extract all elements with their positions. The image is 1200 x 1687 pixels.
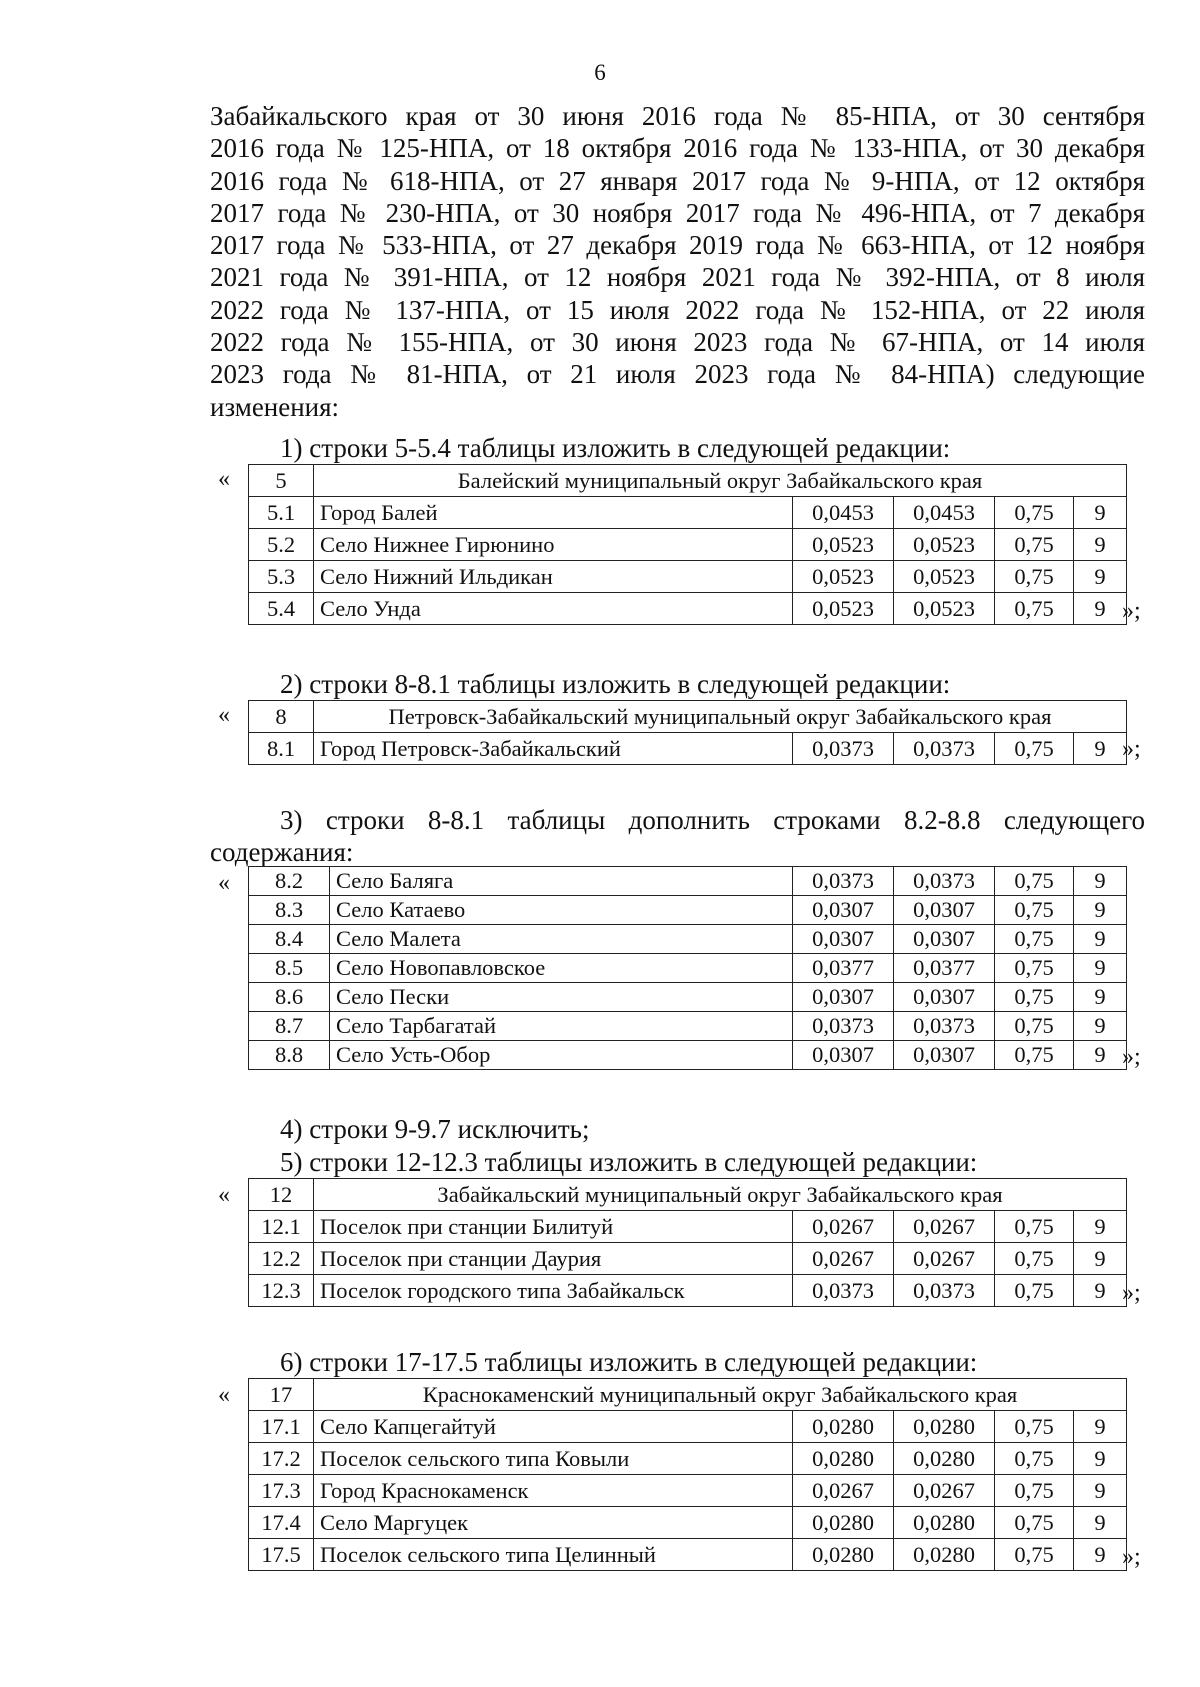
table-cell-value: 0,0307 <box>793 896 894 925</box>
table-row <box>249 1411 1127 1443</box>
table-header-row <box>249 1379 1127 1411</box>
table-cell-num: 12.1 <box>249 1211 314 1243</box>
table-cell-value: 0,0280 <box>894 1411 995 1443</box>
table-cell-num: 8.4 <box>249 925 330 954</box>
table-cell-num: 5.2 <box>249 529 314 561</box>
table-row <box>249 954 1127 983</box>
table-row <box>249 593 1127 625</box>
table-cell-value: 9 <box>1074 1041 1127 1070</box>
table-cell-num: 17 <box>249 1379 314 1411</box>
table-cell-value: 9 <box>1074 1411 1127 1443</box>
quote-close: »; <box>1122 736 1141 762</box>
table-row <box>249 561 1127 593</box>
table-cell-name: Село Пески <box>330 983 793 1012</box>
table-cell-value: 0,0280 <box>894 1507 995 1539</box>
table-cell-name: Село Тарбагатай <box>330 1012 793 1041</box>
table-cell-num: 17.1 <box>249 1411 314 1443</box>
table-row <box>249 1012 1127 1041</box>
table-cell-num: 8.6 <box>249 983 330 1012</box>
table-cell-title: Петровск-Забайкальский муниципальный округ Забайкальского края <box>314 701 1127 733</box>
table-cell-value: 9 <box>1074 529 1127 561</box>
table-cell-value: 0,0267 <box>894 1475 995 1507</box>
table-cell-name: Город Балей <box>314 497 793 529</box>
table-cell-value: 0,0280 <box>793 1539 894 1571</box>
table-cell-value: 9 <box>1074 497 1127 529</box>
table-cell-value: 0,0373 <box>894 733 995 765</box>
table-cell-value: 9 <box>1074 1012 1127 1041</box>
table-cell-value: 0,75 <box>995 1243 1074 1275</box>
section-heading: 6) строки 17-17.5 таблицы изложить в следующей редакции: <box>280 1347 978 1377</box>
table-cell-num: 12 <box>249 1179 314 1211</box>
intro-line: 2017 года № 533-НПА, от 27 декабря 2019 года № 663-НПА, от 12 ноября <box>210 230 1145 261</box>
table-cell-value: 0,75 <box>995 1211 1074 1243</box>
table-cell-name: Село Унда <box>314 593 793 625</box>
table-cell-num: 17.2 <box>249 1443 314 1475</box>
table-cell-value: 0,0267 <box>793 1243 894 1275</box>
table-header-row <box>249 465 1127 497</box>
table-cell-name: Село Нижнее Гирюнино <box>314 529 793 561</box>
quote-close: »; <box>1122 1044 1141 1070</box>
table-cell-value: 0,0373 <box>793 1275 894 1307</box>
table-row <box>249 497 1127 529</box>
table-cell-value: 0,0453 <box>793 497 894 529</box>
table-cell-num: 8 <box>249 701 314 733</box>
table-cell-value: 9 <box>1074 1243 1127 1275</box>
table-cell-num: 17.3 <box>249 1475 314 1507</box>
table-cell-title: Балейский муниципальный округ Забайкальского края <box>314 465 1127 497</box>
table-cell-value: 0,75 <box>995 1275 1074 1307</box>
table-cell-value: 0,0307 <box>894 983 995 1012</box>
table-cell-num: 8.7 <box>249 1012 330 1041</box>
table-cell-value: 0,75 <box>995 561 1074 593</box>
table-cell-value: 0,75 <box>995 497 1074 529</box>
table-cell-value: 0,0280 <box>793 1411 894 1443</box>
table-cell-value: 9 <box>1074 896 1127 925</box>
quote-open: « <box>218 702 230 728</box>
quote-open: « <box>218 870 230 896</box>
table-cell-num: 8.5 <box>249 954 330 983</box>
table-cell-value: 9 <box>1074 1211 1127 1243</box>
table-cell-num: 17.5 <box>249 1539 314 1571</box>
intro-paragraph <box>210 100 1145 423</box>
amend-table-1 <box>248 464 1127 625</box>
table-cell-value: 0,75 <box>995 954 1074 983</box>
table-row <box>249 1443 1127 1475</box>
table-row <box>249 1243 1127 1275</box>
table-cell-num: 5.3 <box>249 561 314 593</box>
table-cell-value: 9 <box>1074 1507 1127 1539</box>
table-cell-value: 0,0280 <box>894 1443 995 1475</box>
table-cell-value: 0,0267 <box>894 1243 995 1275</box>
table-row <box>249 1041 1127 1070</box>
table-row <box>249 1211 1127 1243</box>
table-cell-name: Село Баляга <box>330 867 793 896</box>
table-cell-value: 0,75 <box>995 1041 1074 1070</box>
table-cell-name: Поселок при станции Даурия <box>314 1243 793 1275</box>
table-cell-value: 0,0377 <box>894 954 995 983</box>
table-cell-value: 9 <box>1074 954 1127 983</box>
table-cell-num: 8.3 <box>249 896 330 925</box>
table-cell-value: 9 <box>1074 867 1127 896</box>
table-row <box>249 1475 1127 1507</box>
table-cell-num: 5.1 <box>249 497 314 529</box>
table-cell-value: 0,75 <box>995 593 1074 625</box>
table-cell-value: 0,0307 <box>894 896 995 925</box>
amend-table-5 <box>248 1378 1127 1571</box>
table-cell-value: 9 <box>1074 1443 1127 1475</box>
table-cell-value: 0,0280 <box>894 1539 995 1571</box>
table-cell-value: 0,0523 <box>894 529 995 561</box>
section-heading: 5) строки 12-12.3 таблицы изложить в следующей редакции: <box>280 1147 978 1177</box>
table-cell-name: Село Нижний Ильдикан <box>314 561 793 593</box>
table-row <box>249 1275 1127 1307</box>
table-cell-value: 0,0373 <box>793 733 894 765</box>
table-cell-num: 5.4 <box>249 593 314 625</box>
table-cell-value: 0,75 <box>995 983 1074 1012</box>
quote-open: « <box>218 466 230 492</box>
intro-line: 2021 года № 391-НПА, от 12 ноября 2021 года № 392-НПА, от 8 июля <box>210 262 1145 293</box>
table-cell-value: 0,75 <box>995 1539 1074 1571</box>
page-number: 6 <box>594 60 606 85</box>
table-row <box>249 896 1127 925</box>
table-cell-value: 0,0373 <box>894 1275 995 1307</box>
table-cell-value: 9 <box>1074 1475 1127 1507</box>
table-cell-title: Краснокаменский муниципальный округ Забайкальского края <box>314 1379 1127 1411</box>
table-cell-value: 0,75 <box>995 529 1074 561</box>
table-cell-value: 9 <box>1074 1539 1127 1571</box>
table-cell-num: 12.2 <box>249 1243 314 1275</box>
table-cell-value: 9 <box>1074 733 1127 765</box>
table-cell-value: 0,0307 <box>793 925 894 954</box>
intro-line: 2022 года № 137-НПА, от 15 июля 2022 года № 152-НПА, от 22 июля <box>210 294 1145 325</box>
table-cell-value: 0,0377 <box>793 954 894 983</box>
table-cell-value: 0,0267 <box>793 1475 894 1507</box>
table-cell-name: Село Новопавловское <box>330 954 793 983</box>
table-cell-value: 9 <box>1074 925 1127 954</box>
section-heading <box>210 804 1145 868</box>
table-cell-value: 0,0523 <box>793 593 894 625</box>
table-cell-name: Поселок при станции Билитуй <box>314 1211 793 1243</box>
table-cell-value: 0,0267 <box>894 1211 995 1243</box>
table-cell-name: Село Маргуцек <box>314 1507 793 1539</box>
table-cell-name: Село Усть-Обор <box>330 1041 793 1070</box>
table-cell-name: Село Малета <box>330 925 793 954</box>
table-cell-value: 0,75 <box>995 1443 1074 1475</box>
table-cell-value: 0,0373 <box>793 867 894 896</box>
table-cell-num: 8.8 <box>249 1041 330 1070</box>
table-cell-name: Поселок городского типа Забайкальск <box>314 1275 793 1307</box>
table-cell-value: 0,0373 <box>793 1012 894 1041</box>
amend-table-4 <box>248 1178 1127 1307</box>
table-row <box>249 1507 1127 1539</box>
table-cell-value: 0,75 <box>995 1012 1074 1041</box>
table-row <box>249 1539 1127 1571</box>
intro-line: Забайкальского края от 30 июня 2016 года № 85-НПА, от 30 сентября <box>210 101 1145 131</box>
quote-open: « <box>218 1382 230 1408</box>
table-cell-value: 0,75 <box>995 1507 1074 1539</box>
table-cell-value: 0,0307 <box>793 1041 894 1070</box>
quote-close: »; <box>1122 598 1141 624</box>
table-cell-value: 0,0307 <box>894 1041 995 1070</box>
table-row <box>249 529 1127 561</box>
table-cell-title: Забайкальский муниципальный округ Забайкальского края <box>314 1179 1127 1211</box>
intro-line: 2022 года № 155-НПА, от 30 июня 2023 года № 67-НПА, от 14 июля <box>210 327 1145 358</box>
intro-line: 2023 года № 81-НПА, от 21 июля 2023 года № 84-НПА) следующие <box>210 359 1145 390</box>
amend-table-3 <box>248 866 1127 1070</box>
table-cell-name: Село Катаево <box>330 896 793 925</box>
table-cell-name: Село Капцегайтуй <box>314 1411 793 1443</box>
table-cell-value: 0,0267 <box>793 1211 894 1243</box>
table-cell-value: 0,0453 <box>894 497 995 529</box>
table-cell-value: 9 <box>1074 1275 1127 1307</box>
table-cell-value: 9 <box>1074 561 1127 593</box>
intro-line: 2016 года № 125-НПА, от 18 октября 2016 года № 133-НПА, от 30 декабря <box>210 133 1145 164</box>
quote-open: « <box>218 1182 230 1208</box>
table-row <box>249 867 1127 896</box>
table-cell-value: 0,0373 <box>894 867 995 896</box>
table-header-row <box>249 1179 1127 1211</box>
intro-line: 2017 года № 230-НПА, от 30 ноября 2017 года № 496-НПА, от 7 декабря <box>210 197 1145 228</box>
table-cell-value: 0,75 <box>995 925 1074 954</box>
table-cell-num: 12.3 <box>249 1275 314 1307</box>
amend-table-2 <box>248 700 1127 765</box>
table-cell-value: 0,0373 <box>894 1012 995 1041</box>
table-cell-value: 0,75 <box>995 867 1074 896</box>
table-cell-value: 0,75 <box>995 1411 1074 1443</box>
table-cell-value: 0,0280 <box>793 1443 894 1475</box>
quote-close: »; <box>1122 1544 1141 1570</box>
table-cell-value: 0,0523 <box>894 593 995 625</box>
table-cell-value: 0,0280 <box>793 1507 894 1539</box>
table-cell-num: 5 <box>249 465 314 497</box>
table-row <box>249 733 1127 765</box>
table-cell-value: 0,75 <box>995 1475 1074 1507</box>
section-heading: 2) строки 8-8.1 таблицы изложить в следующей редакции: <box>280 669 951 699</box>
table-cell-num: 17.4 <box>249 1507 314 1539</box>
section-heading: 1) строки 5-5.4 таблицы изложить в следующей редакции: <box>280 433 951 463</box>
table-cell-name: Поселок сельского типа Целинный <box>314 1539 793 1571</box>
table-cell-value: 9 <box>1074 593 1127 625</box>
table-cell-num: 8.1 <box>249 733 314 765</box>
intro-line: изменения: <box>210 391 340 422</box>
table-cell-value: 0,0307 <box>793 983 894 1012</box>
table-cell-num: 8.2 <box>249 867 330 896</box>
table-cell-value: 0,0523 <box>793 561 894 593</box>
section-heading-line: содержания: <box>210 837 354 867</box>
table-cell-value: 0,0523 <box>894 561 995 593</box>
section-heading-line: 3) строки 8-8.1 таблицы дополнить строками 8.2-8.8 следующего <box>280 805 1145 835</box>
table-row <box>249 983 1127 1012</box>
intro-line: 2016 года № 618-НПА, от 27 января 2017 года № 9-НПА, от 12 октября <box>210 165 1145 196</box>
table-cell-value: 9 <box>1074 983 1127 1012</box>
table-cell-value: 0,75 <box>995 896 1074 925</box>
table-row <box>249 925 1127 954</box>
table-cell-name: Город Петровск-Забайкальский <box>314 733 793 765</box>
table-cell-value: 0,75 <box>995 733 1074 765</box>
table-cell-value: 0,0307 <box>894 925 995 954</box>
table-cell-value: 0,0523 <box>793 529 894 561</box>
table-header-row <box>249 701 1127 733</box>
section-heading: 4) строки 9-9.7 исключить; <box>280 1114 590 1144</box>
quote-close: »; <box>1122 1280 1141 1306</box>
table-cell-name: Поселок сельского типа Ковыли <box>314 1443 793 1475</box>
table-cell-name: Город Краснокаменск <box>314 1475 793 1507</box>
